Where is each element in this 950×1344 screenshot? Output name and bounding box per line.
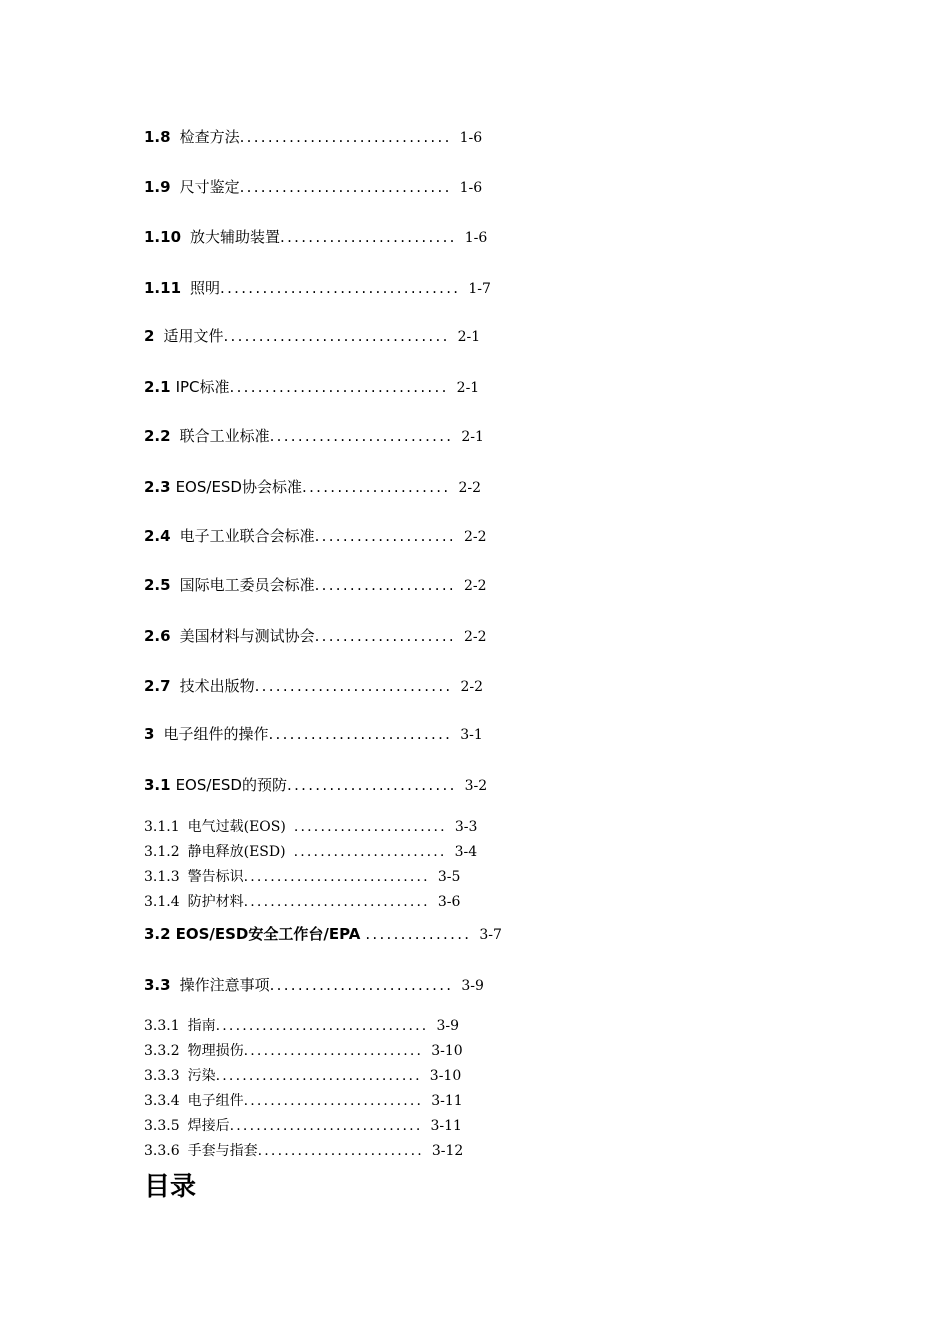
toc-page: 2-2	[463, 578, 487, 594]
toc-page: 3-2	[464, 778, 488, 794]
toc-page: 2-2	[463, 529, 487, 545]
toc-number: 1.9	[144, 178, 171, 196]
toc-leader: .............................	[229, 1118, 423, 1134]
toc-page: 1-7	[468, 281, 491, 297]
toc-entry[interactable]	[144, 574, 487, 595]
toc-page: 1-6	[464, 230, 488, 246]
toc-page: 2-1	[461, 429, 484, 445]
toc-number: 3.3	[144, 976, 171, 994]
toc-subentry[interactable]	[144, 1090, 463, 1110]
toc-page: 3-11	[430, 1118, 462, 1134]
toc-title: 电气过载(EOS)	[187, 819, 286, 835]
toc-title: EOS/ESD的预防	[175, 776, 287, 794]
toc-leader: ...............	[365, 925, 472, 943]
toc-heading: 目录	[144, 1172, 197, 1202]
toc-page: 2-1	[457, 329, 481, 345]
toc-title: 静电释放(ESD)	[187, 844, 286, 860]
toc-page: 3-12	[431, 1143, 464, 1159]
toc-number: 2.4	[144, 527, 171, 545]
toc-number: 3.3.2	[144, 1043, 180, 1059]
toc-entry[interactable]	[144, 176, 482, 197]
toc-page: 3-7	[479, 927, 502, 943]
toc-number: 3.1	[144, 776, 171, 794]
toc-number: 3.1.2	[144, 844, 180, 860]
toc-title: 警告标识	[187, 869, 244, 885]
toc-number: 2.3	[144, 478, 171, 496]
toc-page: 2-1	[456, 380, 480, 396]
toc-number: 1.11	[144, 279, 182, 297]
toc-title: 尺寸鉴定	[179, 178, 240, 196]
toc-number: 2	[144, 327, 155, 345]
toc-page: 3-6	[437, 894, 461, 910]
toc-leader: ..................................	[220, 279, 461, 297]
toc-title: 国际电工委员会标准	[179, 576, 315, 594]
toc-leader: ............................	[243, 894, 430, 910]
toc-title: EOS/ESD安全工作台/EPA	[175, 925, 361, 943]
toc-title: 指南	[187, 1018, 216, 1034]
toc-entry[interactable]	[144, 325, 480, 346]
toc-page: 2-2	[460, 679, 484, 695]
toc-leader: ........................	[287, 776, 457, 794]
toc-entry[interactable]	[144, 675, 483, 696]
toc-page: 3-9	[461, 978, 484, 994]
toc-page: 2-2	[463, 629, 487, 645]
toc-leader: .......................	[293, 819, 447, 835]
toc-entry[interactable]	[144, 277, 491, 298]
toc-leader: ..............................	[239, 178, 452, 196]
toc-page: 1-6	[459, 130, 483, 146]
toc-number: 1.8	[144, 128, 171, 146]
toc-subentry[interactable]	[144, 1040, 463, 1060]
toc-number: 3.1.4	[144, 894, 180, 910]
toc-number: 2.2	[144, 427, 171, 445]
toc-leader: ..........................	[269, 976, 454, 994]
toc-title: 联合工业标准	[179, 427, 270, 445]
toc-number: 2.6	[144, 627, 171, 645]
toc-leader: ....................	[314, 527, 456, 545]
toc-title: 防护材料	[187, 894, 244, 910]
toc-entry[interactable]	[144, 376, 479, 397]
toc-leader: ................................	[215, 1018, 429, 1034]
toc-number: 3.3.3	[144, 1068, 180, 1084]
toc-leader: ..........................	[269, 427, 454, 445]
toc-title: 放大辅助装置	[190, 228, 281, 246]
toc-title: 照明	[190, 279, 221, 297]
toc-page: 3-3	[454, 819, 478, 835]
toc-entry[interactable]	[144, 476, 481, 497]
toc-number: 3.3.5	[144, 1118, 180, 1134]
toc-entry[interactable]	[144, 923, 502, 944]
toc-page: 3-4	[454, 844, 478, 860]
toc-number: 3.2	[144, 925, 171, 943]
toc-leader: .....................	[302, 478, 451, 496]
toc-subentry[interactable]	[144, 891, 460, 911]
toc-leader: ...........................	[243, 1093, 424, 1109]
toc-subentry[interactable]	[144, 866, 460, 886]
toc-title: 技术出版物	[179, 677, 255, 695]
toc-leader: .........................	[280, 228, 457, 246]
toc-number: 1.10	[144, 228, 182, 246]
toc-entry[interactable]	[144, 126, 482, 147]
toc-number: 3.1.3	[144, 869, 180, 885]
toc-page: 3-10	[431, 1043, 463, 1059]
toc-entry[interactable]	[144, 774, 487, 795]
toc-title: 电子组件的操作	[163, 725, 269, 743]
toc-leader: ................................	[223, 327, 450, 345]
toc-title: 焊接后	[187, 1118, 230, 1134]
toc-leader: ..........................	[268, 725, 453, 743]
toc-title: IPC标准	[175, 378, 230, 396]
toc-leader: ...........................	[243, 1043, 424, 1059]
toc-page: 1-6	[459, 180, 483, 196]
toc-title: 电子工业联合会标准	[179, 527, 315, 545]
toc-subentry[interactable]	[144, 816, 477, 836]
toc-number: 3.3.4	[144, 1093, 180, 1109]
toc-entry[interactable]	[144, 625, 487, 646]
toc-entry[interactable]	[144, 974, 484, 995]
toc-entry[interactable]	[144, 425, 484, 446]
toc-number: 2.7	[144, 677, 171, 695]
toc-leader: ...............................	[215, 1068, 422, 1084]
toc-page: 3-5	[437, 869, 461, 885]
toc-number: 2.1	[144, 378, 171, 396]
toc-page: 3-1	[460, 727, 483, 743]
toc-entry[interactable]	[144, 723, 483, 744]
toc-number: 2.5	[144, 576, 171, 594]
toc-entry[interactable]	[144, 226, 487, 247]
toc-leader: ..............................	[239, 128, 452, 146]
toc-leader: ....................	[314, 576, 456, 594]
toc-subentry[interactable]	[144, 841, 477, 861]
toc-number: 3.1.1	[144, 819, 180, 835]
toc-leader: .........................	[257, 1143, 424, 1159]
toc-page: 3-9	[436, 1018, 459, 1034]
toc-title: 手套与指套	[187, 1143, 258, 1159]
toc-leader: ............................	[254, 677, 453, 695]
toc-title: 适用文件	[163, 327, 224, 345]
toc-number: 3	[144, 725, 155, 743]
toc-title: 操作注意事项	[179, 976, 270, 994]
toc-title: 电子组件	[187, 1093, 244, 1109]
toc-subentry[interactable]	[144, 1115, 462, 1135]
toc-page: 3-10	[429, 1068, 462, 1084]
toc-subentry[interactable]	[144, 1065, 461, 1085]
toc-leader: ...............................	[229, 378, 449, 396]
toc-number: 3.3.1	[144, 1018, 180, 1034]
toc-leader: ............................	[243, 869, 430, 885]
toc-subentry[interactable]	[144, 1140, 463, 1160]
toc-subentry[interactable]	[144, 1015, 459, 1035]
toc-leader: ....................	[314, 627, 456, 645]
toc-page: 2-2	[458, 480, 481, 496]
toc-entry[interactable]	[144, 525, 487, 546]
toc-title: 美国材料与测试协会	[179, 627, 315, 645]
toc-title: EOS/ESD协会标准	[175, 478, 302, 496]
toc-title: 检查方法	[179, 128, 240, 146]
toc-leader: .......................	[293, 844, 447, 860]
toc-title: 污染	[187, 1068, 216, 1084]
toc-title: 物理损伤	[187, 1043, 244, 1059]
toc-number: 3.3.6	[144, 1143, 180, 1159]
toc-page: 3-11	[431, 1093, 463, 1109]
